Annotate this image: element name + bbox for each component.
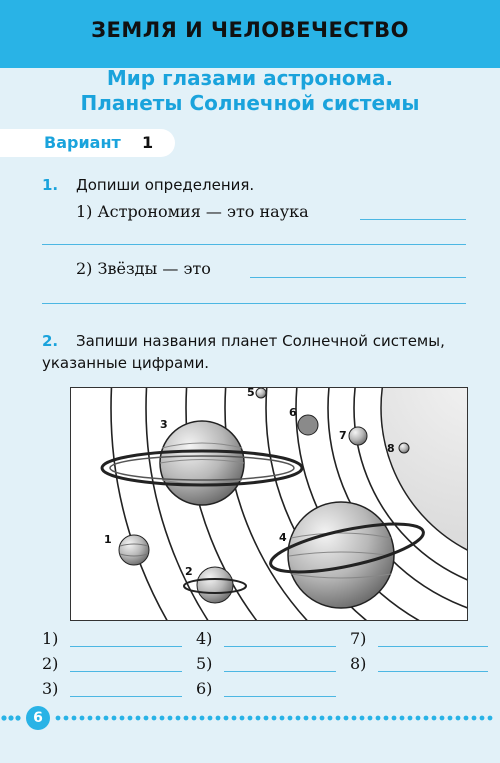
planet-2 [184,567,246,603]
planet-label-8: 8 [387,442,395,455]
answer-line-planet-1[interactable] [70,646,182,647]
answer-label-3: 3) [42,679,59,698]
solar-system-drawing [71,388,467,620]
planet-7 [349,427,367,445]
answer-label-8: 8) [350,654,367,673]
lesson-title-line2: Планеты Солнечной системы [80,91,420,115]
planet-label-7: 7 [339,429,347,442]
answer-line-planet-7[interactable] [378,646,488,647]
variant-label: Вариант [44,133,121,152]
planet-5 [256,388,266,398]
page-footer-dots [0,710,500,724]
task2-instruction-line2: указанные цифрами. [42,354,210,372]
task2-instruction-line1: Запиши названия планет Солнечной системы, [76,332,445,350]
answer-line-1b[interactable] [42,244,466,245]
answer-label-5: 5) [196,654,213,673]
answer-line-2a[interactable] [250,277,466,278]
answer-line-planet-6[interactable] [224,696,336,697]
answer-label-2: 2) [42,654,59,673]
task1-item-2: 2) Звёзды — это [76,259,211,278]
task1-number: 1. [42,176,59,194]
variant-number: 1 [142,133,154,152]
planet-label-3: 3 [160,418,168,431]
page-number: 6 [26,706,50,730]
planet-label-4: 4 [279,531,287,544]
lesson-title-line1: Мир глазами астронома. [106,66,394,90]
answer-label-1: 1) [42,629,59,648]
planet-label-1: 1 [104,533,112,546]
chapter-title: ЗЕМЛЯ И ЧЕЛОВЕЧЕСТВО [91,18,409,42]
sun-shape [381,388,467,568]
answer-line-planet-3[interactable] [70,696,182,697]
planet-label-5: 5 [247,388,255,399]
planet-8 [399,443,409,453]
task1-item-1: 1) Астрономия — это наука [76,202,309,221]
answer-line-planet-5[interactable] [224,671,336,672]
planet-6 [298,415,318,435]
answer-line-planet-2[interactable] [70,671,182,672]
planet-label-2: 2 [185,565,193,578]
solar-system-figure [70,387,468,621]
task2-number: 2. [42,332,59,350]
answer-line-2b[interactable] [42,303,466,304]
answer-label-4: 4) [196,629,213,648]
answer-label-7: 7) [350,629,367,648]
planet-label-6: 6 [289,406,297,419]
task1-instruction: Допиши определения. [76,176,255,194]
answer-line-1a[interactable] [360,219,466,220]
answer-label-6: 6) [196,679,213,698]
planet-4 [267,502,427,608]
answer-line-planet-8[interactable] [378,671,488,672]
answer-line-planet-4[interactable] [224,646,336,647]
lesson-title [0,66,500,116]
planet-1 [119,535,149,565]
